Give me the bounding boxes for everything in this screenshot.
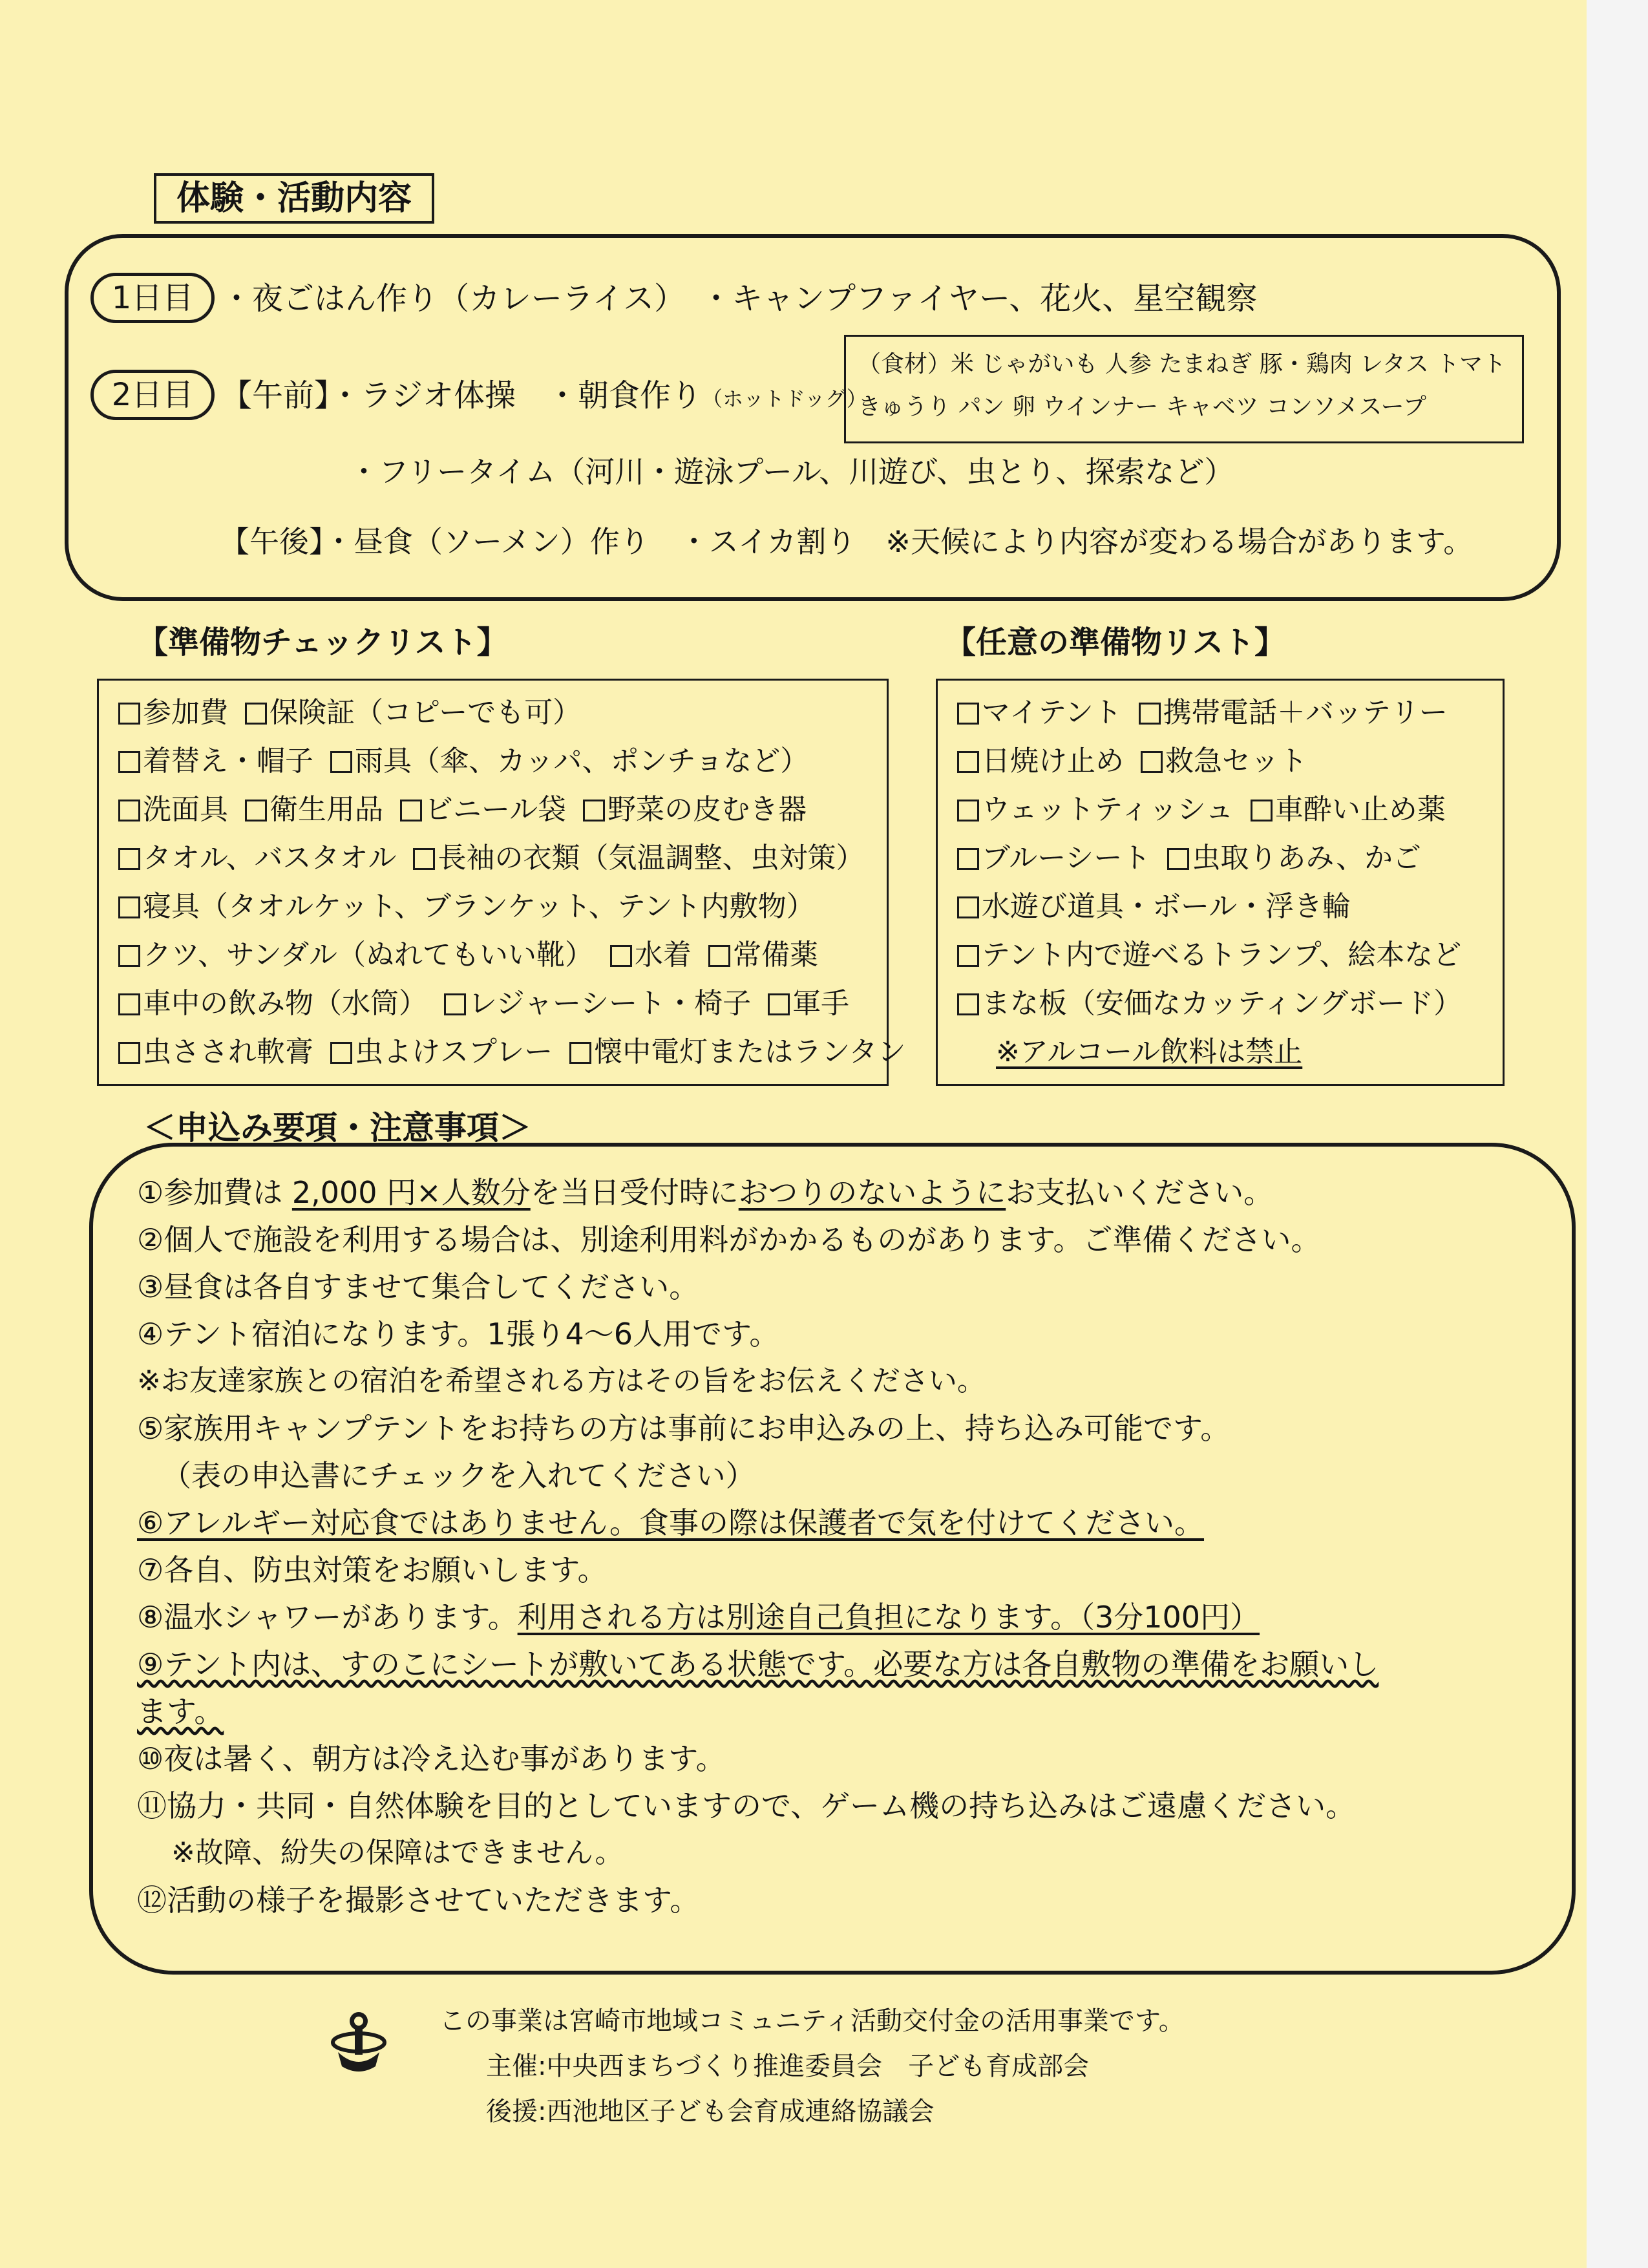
checklist-item[interactable]: 着替え・帽子 bbox=[118, 742, 313, 781]
day2-label: 2日目 bbox=[90, 370, 215, 420]
optional-box bbox=[936, 679, 1505, 1086]
checklist-item[interactable]: 保険証（コピーでも可） bbox=[245, 694, 581, 732]
optional-item[interactable]: まな板（安価なカッティングボード） bbox=[957, 984, 1462, 1023]
optional-row bbox=[957, 790, 1463, 829]
footer-sponsor: 後援:西池地区子ども会育成連絡協議会 bbox=[486, 2097, 935, 2126]
checklist-item[interactable]: 野菜の皮むき器 bbox=[583, 790, 807, 829]
note-3: ③昼食は各自すませて集合してください。 bbox=[137, 1269, 699, 1304]
ingredients-line-2: きゅうり パン 卵 ウインナー キャベツ コンソメスープ bbox=[858, 394, 1426, 420]
scan-edge bbox=[1587, 0, 1648, 2268]
checklist-row bbox=[118, 694, 598, 732]
day2-morning bbox=[221, 376, 867, 418]
note-5: ⑤家族用キャンプテントをお持ちの方は事前にお申込みの上、持ち込み可能です。 bbox=[137, 1411, 1231, 1446]
note-1-change: おつりのないように bbox=[738, 1175, 1006, 1210]
checklist-title: 【準備物チェックリスト】 bbox=[137, 624, 508, 661]
organization-emblem-icon bbox=[326, 2007, 391, 2078]
optional-title: 【任意の準備物リスト】 bbox=[945, 624, 1286, 661]
optional-row bbox=[957, 839, 1438, 878]
optional-item[interactable]: 救急セット bbox=[1141, 742, 1307, 781]
checklist-row bbox=[118, 742, 825, 781]
checklist-item[interactable]: 参加費 bbox=[118, 694, 228, 732]
note-9-continued: ます。 bbox=[137, 1694, 224, 1729]
checklist-row bbox=[118, 936, 835, 975]
optional-item[interactable]: ウェットティッシュ bbox=[957, 790, 1234, 829]
day2-free-time: ・フリータイム（河川・遊泳プール、川遊び、虫とり、探索など） bbox=[349, 454, 1234, 489]
checklist-box bbox=[97, 679, 906, 1086]
checklist-item[interactable]: 長袖の衣類（気温調整、虫対策） bbox=[413, 839, 864, 878]
checklist-row bbox=[118, 984, 866, 1023]
note-1 bbox=[137, 1173, 1273, 1212]
checklist-item[interactable]: 水着 bbox=[610, 936, 692, 975]
footer-organizer: 主催:中央西まちづくり推進委員会 子ども育成部会 bbox=[486, 2051, 1090, 2081]
optional-item[interactable]: テント内で遊べるトランプ、絵本など bbox=[957, 936, 1461, 975]
note-4: ④テント宿泊になります。1張り4～6人用です。 bbox=[137, 1317, 779, 1351]
activity-heading: 体験・活動内容 bbox=[154, 173, 434, 224]
optional-row bbox=[957, 984, 1479, 1023]
checklist-item[interactable]: ビニール袋 bbox=[400, 790, 566, 829]
checklist-row bbox=[118, 790, 823, 829]
day2-afternoon: 【午後】・昼食（ソーメン）作り ・スイカ割り ※天候により内容が変わる場合があります。 bbox=[220, 524, 1474, 559]
note-6: ⑥アレルギー対応食ではありません。食事の際は保護者で気を付けてください。 bbox=[137, 1505, 1205, 1540]
checklist-row bbox=[118, 1033, 923, 1072]
checklist-item[interactable]: 虫さされ軟膏 bbox=[118, 1033, 313, 1072]
note-2: ②個人で施設を利用する場合は、別途利用料がかかるものがあります。ご準備ください。 bbox=[137, 1222, 1321, 1257]
note-11: ⑪協力・共同・自然体験を目的としていますので、ゲーム機の持ち込みはご遠慮ください。 bbox=[137, 1788, 1356, 1823]
note-1-text: お支払いください。 bbox=[1006, 1175, 1274, 1210]
optional-item[interactable]: 虫取りあみ、かご bbox=[1167, 839, 1421, 878]
checklist-item[interactable]: 洗面具 bbox=[118, 790, 228, 829]
checklist-row bbox=[118, 839, 881, 878]
optional-item[interactable]: マイテント bbox=[957, 694, 1122, 732]
note-9: ⑨テント内は、すのこにシートが敷いてある状態です。必要な方は各自敷物の準備をお願いし bbox=[137, 1647, 1379, 1682]
ingredients-line-1: （食材）米 じゃがいも 人参 たまねぎ 豚・鶏肉 レタス トマト bbox=[858, 351, 1506, 377]
checklist-item[interactable]: 寝具（タオルケット、ブランケット、テント内敷物） bbox=[118, 887, 815, 926]
note-12: ⑫活動の様子を撮影させていただきます。 bbox=[137, 1883, 700, 1918]
optional-row bbox=[957, 936, 1478, 975]
day2-morning-text: 【午前】・ラジオ体操 ・朝食作り bbox=[221, 377, 703, 414]
optional-row bbox=[957, 887, 1368, 926]
note-5-detail: （表の申込書にチェックを入れてください） bbox=[162, 1458, 755, 1493]
checklist-row bbox=[118, 887, 832, 926]
checklist-item[interactable]: 衛生用品 bbox=[245, 790, 383, 829]
alcohol-note: ※アルコール飲料は禁止 bbox=[996, 1035, 1303, 1068]
note-1-text: を当日受付時に bbox=[530, 1175, 739, 1210]
checklist-item[interactable]: 車中の飲み物（水筒） bbox=[118, 984, 427, 1023]
footer-grant-note: この事業は宮崎市地域コミュニティ活動交付金の活用事業です。 bbox=[439, 2006, 1185, 2036]
day2-morning-note: （ホットドッグ） bbox=[702, 387, 867, 411]
note-8-text: ⑧温水シャワーがあります。 bbox=[137, 1600, 518, 1635]
day1-text: ・夜ごはん作り（カレーライス） ・キャンプファイヤー、花火、星空観察 bbox=[221, 281, 1258, 317]
note-10: ⑩夜は暑く、朝方は冷え込む事があります。 bbox=[137, 1741, 726, 1776]
checklist-item[interactable]: クツ、サンダル（ぬれてもいい靴） bbox=[118, 936, 593, 975]
note-8-fee: 利用される方は別途自己負担になります。（3分100円） bbox=[517, 1600, 1260, 1635]
note-11-detail: ※故障、紛失の保障はできません。 bbox=[171, 1836, 624, 1869]
checklist-item[interactable]: 常備薬 bbox=[708, 936, 818, 975]
day1-label: 1日目 bbox=[90, 273, 215, 323]
checklist-item[interactable]: レジャーシート・椅子 bbox=[444, 984, 751, 1023]
note-4-detail: ※お友達家族との宿泊を希望される方はその旨をお伝えください。 bbox=[137, 1364, 986, 1397]
note-1-text: ①参加費は bbox=[137, 1175, 292, 1210]
optional-item[interactable]: 車酔い止め薬 bbox=[1251, 790, 1446, 829]
notes-title: ＜申込み要項・注意事項＞ bbox=[143, 1109, 531, 1147]
optional-item[interactable]: ブルーシート bbox=[957, 839, 1150, 878]
checklist-item[interactable]: 軍手 bbox=[768, 984, 849, 1023]
note-1-fee: 2,000 円×人数分 bbox=[291, 1175, 531, 1210]
note-7: ⑦各自、防虫対策をお願いします。 bbox=[137, 1553, 607, 1587]
checklist-item[interactable]: タオル、バスタオル bbox=[118, 839, 396, 878]
ingredients-box bbox=[844, 335, 1524, 443]
optional-item[interactable]: 日焼け止め bbox=[957, 742, 1124, 781]
optional-item[interactable]: 携帯電話＋バッテリー bbox=[1139, 694, 1448, 732]
checklist-item[interactable]: 虫よけスプレー bbox=[330, 1033, 553, 1072]
checklist-item[interactable]: 懐中電灯またはランタン bbox=[569, 1033, 905, 1072]
optional-row bbox=[957, 742, 1324, 781]
optional-item[interactable]: 水遊び道具・ボール・浮き輪 bbox=[957, 887, 1351, 926]
checklist-item[interactable]: 雨具（傘、カッパ、ポンチョなど） bbox=[330, 742, 808, 781]
note-8 bbox=[137, 1598, 1260, 1637]
optional-row bbox=[957, 694, 1464, 732]
